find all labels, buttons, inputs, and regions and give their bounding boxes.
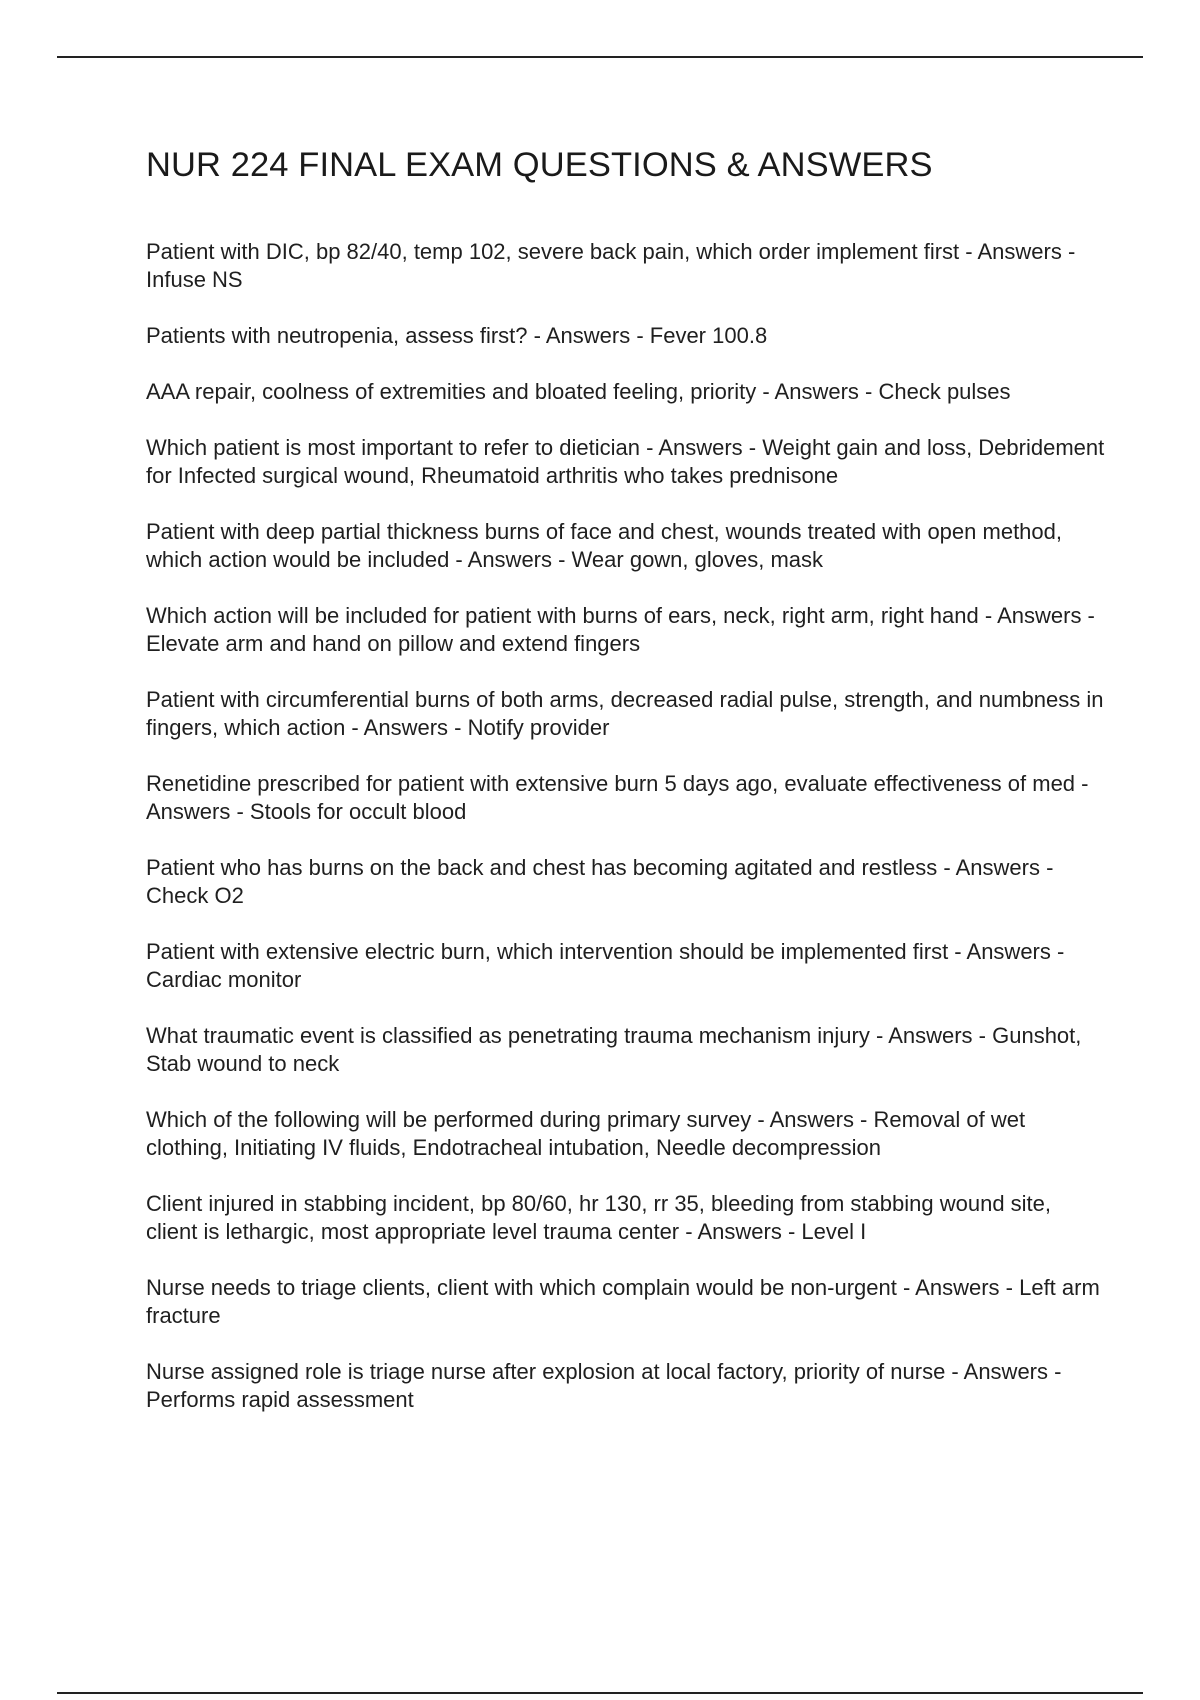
- qa-item: Patient with circumferential burns of both arms, decreased radial pulse, strength, and numbness in fingers, which action - Answers - Notify provider: [146, 687, 1104, 740]
- qa-item: Patient with extensive electric burn, which intervention should be implemented first - Answers - Cardiac monitor: [146, 939, 1065, 992]
- qa-item: AAA repair, coolness of extremities and bloated feeling, priority - Answers - Check pulses: [146, 379, 1011, 404]
- qa-item: Renetidine prescribed for patient with extensive burn 5 days ago, evaluate effectiveness of med - Answers - Stools for occult blood: [146, 771, 1089, 824]
- qa-item: Which action will be included for patient with burns of ears, neck, right arm, right hand - Answers - Elevate arm and hand on pillow and extend fingers: [146, 603, 1095, 656]
- document-title: NUR 224 FINAL EXAM QUESTIONS & ANSWERS: [146, 146, 933, 184]
- qa-item: Patient who has burns on the back and chest has becoming agitated and restless - Answers - Check O2: [146, 855, 1054, 908]
- qa-item: Patients with neutropenia, assess first? - Answers - Fever 100.8: [146, 323, 768, 348]
- qa-list: [146, 238, 1106, 1414]
- qa-item: Nurse assigned role is triage nurse after explosion at local factory, priority of nurse - Answers - Performs rapid assessment: [146, 1359, 1062, 1412]
- qa-item: What traumatic event is classified as penetrating trauma mechanism injury - Answers - Gunshot, Stab wound to neck: [146, 1023, 1082, 1076]
- document-body: [146, 140, 1106, 1442]
- qa-item: Which patient is most important to refer to dietician - Answers - Weight gain and loss, Debridement for Infected surgical wound, Rheumatoid arthritis who takes prednisone: [146, 435, 1105, 488]
- qa-item: Patient with DIC, bp 82/40, temp 102, severe back pain, which order implement first - Answers - Infuse NS: [146, 239, 1076, 292]
- top-divider: [57, 56, 1143, 58]
- qa-item: Client injured in stabbing incident, bp 80/60, hr 130, rr 35, bleeding from stabbing wound site, client is lethargic, most appropriate level trauma center - Answers - Level I: [146, 1191, 1052, 1244]
- qa-item: Patient with deep partial thickness burns of face and chest, wounds treated with open method, which action would be included - Answers - Wear gown, gloves, mask: [146, 519, 1062, 572]
- bottom-divider: [57, 1692, 1143, 1694]
- qa-item: Nurse needs to triage clients, client with which complain would be non-urgent - Answers - Left arm fracture: [146, 1275, 1100, 1328]
- qa-item: Which of the following will be performed during primary survey - Answers - Removal of wet clothing, Initiating IV fluids, Endotracheal intubation, Needle decompression: [146, 1107, 1026, 1160]
